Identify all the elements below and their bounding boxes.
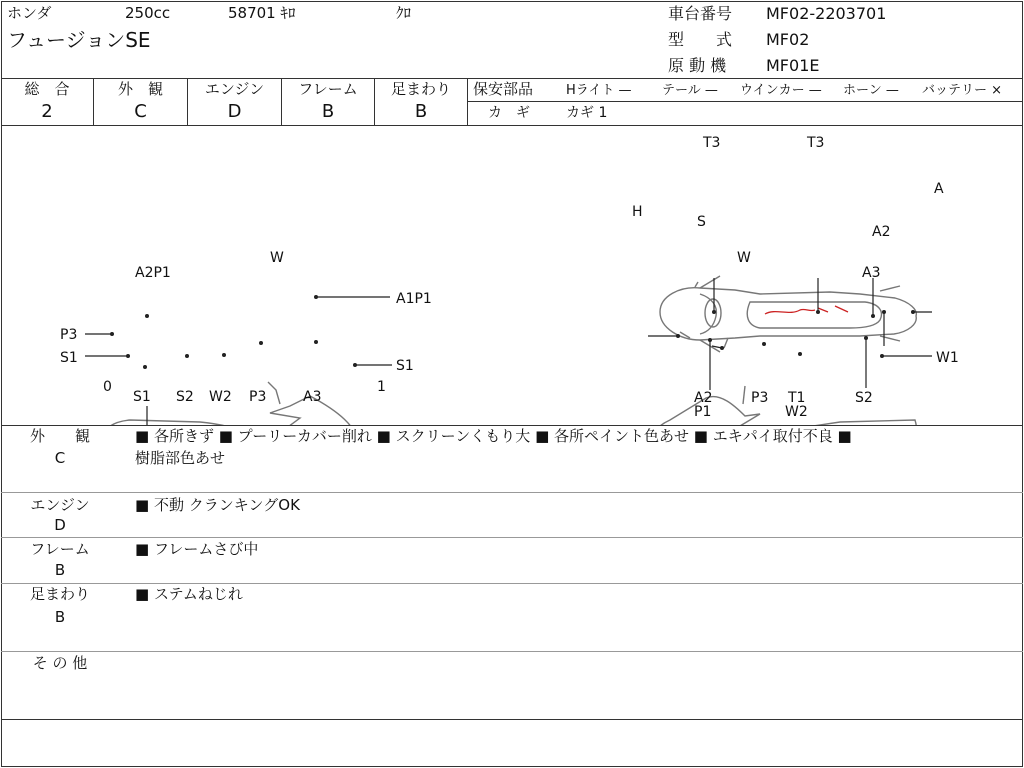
divider bbox=[1, 719, 1023, 720]
label-s-top: S bbox=[697, 214, 706, 230]
grade-suspension-value: B bbox=[414, 101, 428, 122]
label-a2p1-left: A2P1 bbox=[135, 265, 171, 281]
remark-exterior-text: ■ 各所きず ■ プーリーカバー削れ ■ スクリーンくもり大 ■ 各所ペイント色あせ ■ エキパイ取付不良 ■ bbox=[135, 427, 852, 445]
security-item-battery: バッテリー × bbox=[922, 83, 1003, 98]
label-p1-right: P1 bbox=[694, 404, 712, 420]
label-0: 0 bbox=[103, 379, 112, 395]
engine-no: MF01E bbox=[766, 56, 820, 75]
label-s1-left: S1 bbox=[60, 350, 78, 366]
label-a2-top: A2 bbox=[872, 224, 891, 240]
label-w-left: W bbox=[270, 250, 284, 266]
remark-suspension-grade: B bbox=[54, 608, 66, 626]
label-t1-right: T1 bbox=[788, 390, 806, 406]
label-h-top: H bbox=[632, 204, 643, 220]
label-a3-right: A3 bbox=[862, 265, 881, 281]
divider bbox=[1, 651, 1023, 652]
divider bbox=[1, 425, 1023, 426]
divider bbox=[1, 583, 1023, 584]
engine-label: 原 動 機 bbox=[668, 56, 727, 75]
label-w1-right: W1 bbox=[936, 350, 959, 366]
grade-frame-label: フレーム bbox=[298, 80, 358, 98]
label-w2-right: W2 bbox=[785, 404, 808, 420]
mileage: 58701 ｷﾛ bbox=[228, 4, 296, 22]
frame-no: MF02-2203701 bbox=[766, 4, 887, 23]
remark-frame-grade: B bbox=[54, 561, 66, 579]
label-s2-right: S2 bbox=[855, 390, 873, 406]
remark-engine-grade: D bbox=[54, 516, 66, 534]
remark-frame-text: ■ フレームさび中 bbox=[135, 540, 259, 558]
security-item-tail: テール — bbox=[662, 83, 718, 98]
leader-points bbox=[110, 295, 915, 369]
divider bbox=[1, 537, 1023, 538]
label-t3-top-left: T3 bbox=[703, 135, 721, 151]
label-s1-rear: S1 bbox=[396, 358, 414, 374]
model-type: MF02 bbox=[766, 30, 810, 49]
label-p3-bottom: P3 bbox=[249, 389, 267, 405]
label-w2-bottom: W2 bbox=[209, 389, 232, 405]
damage-diagram bbox=[0, 126, 1024, 426]
key-value: カギ 1 bbox=[566, 105, 608, 121]
label-1: 1 bbox=[377, 379, 386, 395]
frame-no-label: 車台番号 bbox=[668, 4, 733, 23]
label-a1p1-left: A1P1 bbox=[396, 291, 432, 307]
label-t3-top-right: T3 bbox=[807, 135, 825, 151]
label-a2-right: A2 bbox=[694, 390, 713, 406]
grade-engine-label: エンジン bbox=[204, 80, 265, 98]
model-type-label: 型 式 bbox=[668, 30, 733, 49]
label-p3-left: P3 bbox=[60, 327, 78, 343]
maker: ホンダ bbox=[7, 4, 52, 22]
divider bbox=[1, 78, 1023, 79]
label-w-right: W bbox=[737, 250, 751, 266]
grade-frame-value: B bbox=[321, 101, 335, 122]
label-p3-right: P3 bbox=[751, 390, 769, 406]
top-view-scooter-icon bbox=[660, 276, 916, 352]
remark-suspension-label: 足まわり bbox=[29, 585, 90, 603]
remark-exterior-label: 外 観 bbox=[29, 427, 90, 445]
grade-overall-label: 総 合 bbox=[24, 80, 70, 98]
remark-exterior-text2: 樹脂部色あせ bbox=[135, 449, 226, 467]
security-label: 保安部品 bbox=[473, 80, 534, 98]
right-side-scooter-icon bbox=[640, 386, 916, 426]
damage-marks bbox=[272, 306, 848, 426]
remark-frame-label: フレーム bbox=[30, 540, 90, 558]
label-s2-bottom: S2 bbox=[176, 389, 194, 405]
grade-overall-value: 2 bbox=[41, 101, 53, 122]
divider bbox=[1, 492, 1023, 493]
grade-exterior-label: 外 観 bbox=[117, 80, 163, 98]
displacement: 250cc bbox=[125, 4, 171, 22]
label-s1-bottom: S1 bbox=[133, 389, 151, 405]
remark-other-label: そ の 他 bbox=[32, 654, 88, 672]
security-item-horn: ホーン — bbox=[843, 83, 899, 98]
remark-suspension-text: ■ ステムねじれ bbox=[135, 585, 243, 603]
key-label: カ ギ bbox=[488, 105, 530, 121]
color: ｸﾛ bbox=[396, 4, 412, 22]
model-name: フュージョンSE bbox=[7, 28, 151, 52]
remark-engine-text: ■ 不動 クランキングOK bbox=[135, 496, 300, 514]
remark-exterior-grade: C bbox=[54, 449, 66, 467]
security-item-headlight: Hライト — bbox=[566, 83, 632, 98]
label-a3-bottom: A3 bbox=[303, 389, 322, 405]
grade-exterior-value: C bbox=[134, 101, 147, 122]
security-item-winker: ウインカー — bbox=[740, 83, 822, 98]
grade-engine-value: D bbox=[227, 101, 242, 122]
remark-engine-label: エンジン bbox=[30, 496, 90, 514]
label-a-top: A bbox=[934, 181, 944, 197]
grade-suspension-label: 足まわり bbox=[390, 80, 451, 98]
divider bbox=[467, 78, 468, 125]
divider bbox=[468, 101, 1023, 102]
